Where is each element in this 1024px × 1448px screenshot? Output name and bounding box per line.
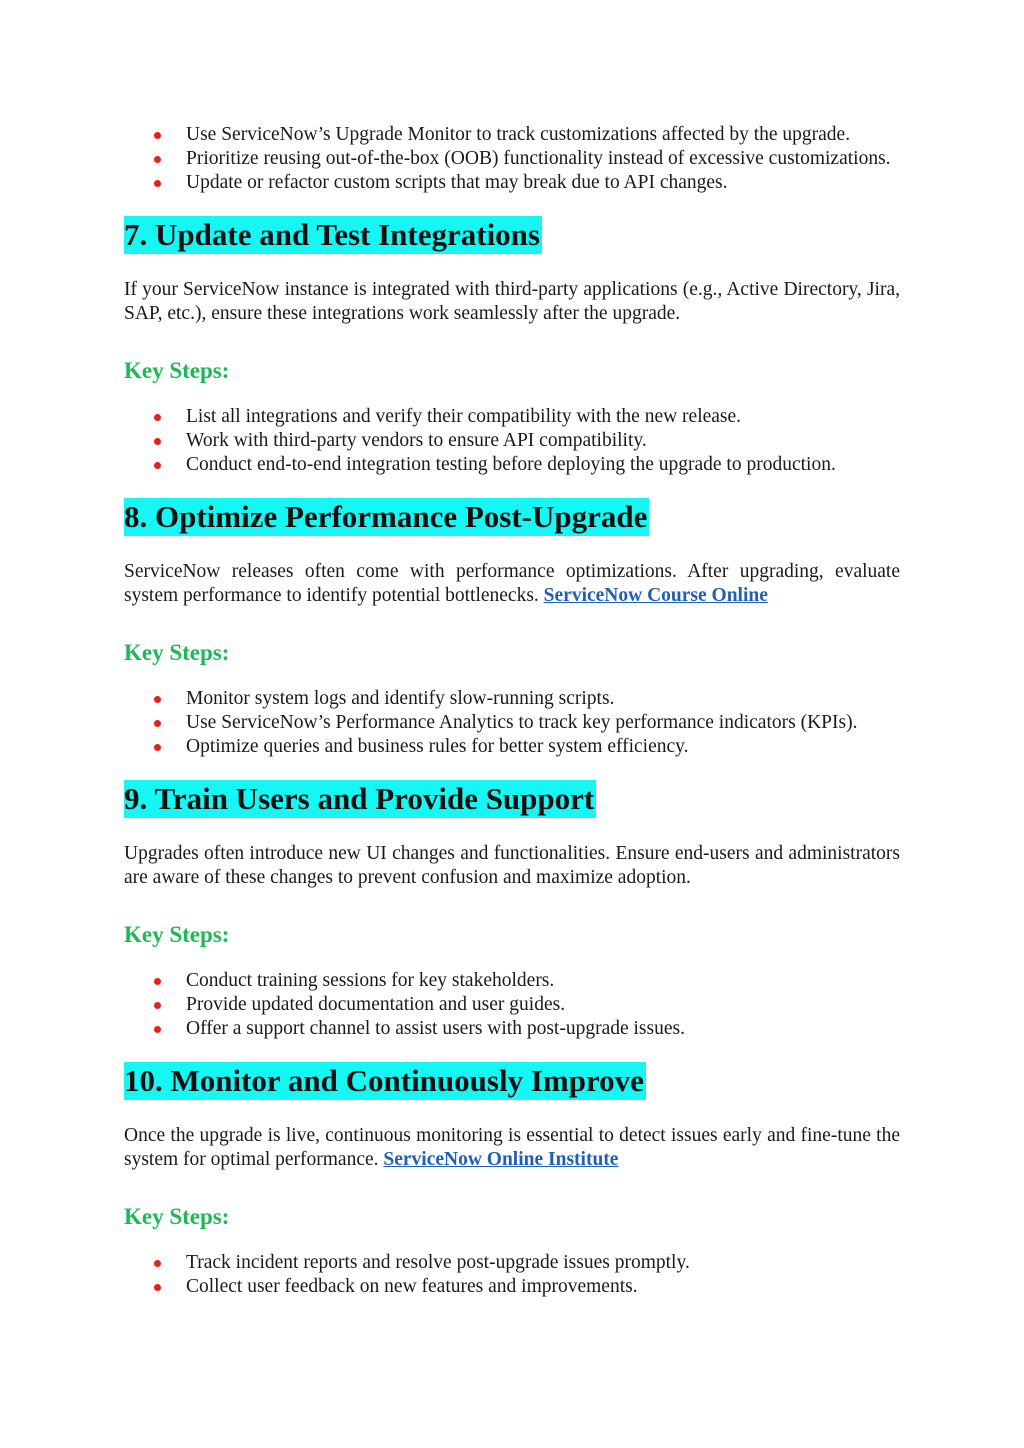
list-item: Optimize queries and business rules for better system efficiency. — [124, 735, 900, 759]
bullet-icon — [154, 156, 161, 163]
bullet-icon — [154, 180, 161, 187]
section-heading-7: 7. Update and Test Integrations — [124, 217, 540, 252]
list-item: Use ServiceNow’s Performance Analytics to track key performance indicators (KPIs). — [124, 711, 900, 735]
list-item: Monitor system logs and identify slow-running scripts. — [124, 687, 900, 711]
bullet-icon — [154, 414, 161, 421]
list-item: Offer a support channel to assist users with post-upgrade issues. — [124, 1017, 900, 1041]
list-item: Provide updated documentation and user guides. — [124, 993, 900, 1017]
list-item: Conduct training sessions for key stakeholders. — [124, 969, 900, 993]
list-item: Prioritize reusing out-of-the-box (OOB) functionality instead of excessive customizations. — [124, 147, 900, 171]
document-page — [124, 123, 900, 1299]
key-steps-label: Key Steps: — [124, 358, 230, 383]
key-steps-list — [124, 1251, 900, 1299]
key-steps-label: Key Steps: — [124, 922, 230, 947]
key-steps-label: Key Steps: — [124, 640, 230, 665]
section-heading-10: 10. Monitor and Continuously Improve — [124, 1063, 644, 1098]
bullet-icon — [154, 978, 161, 985]
list-item: Work with third-party vendors to ensure API compatibility. — [124, 429, 900, 453]
servicenow-online-institute-link[interactable]: ServiceNow Online Institute — [383, 1149, 619, 1170]
key-steps-label: Key Steps: — [124, 1204, 230, 1229]
key-steps-list — [124, 405, 900, 477]
section-heading-8: 8. Optimize Performance Post-Upgrade — [124, 499, 648, 534]
section-body-10: Once the upgrade is live, continuous monitoring is essential to detect issues early and fine-tune the system for optimal performance. ServiceNow Online Institute — [124, 1125, 900, 1170]
bullet-icon — [154, 132, 161, 139]
bullet-icon — [154, 1026, 161, 1033]
bullet-icon — [154, 1002, 161, 1009]
section-heading-9: 9. Train Users and Provide Support — [124, 781, 595, 816]
key-steps-list — [124, 687, 900, 759]
servicenow-course-online-link[interactable]: ServiceNow Course Online — [543, 585, 768, 606]
list-item: Use ServiceNow’s Upgrade Monitor to track customizations affected by the upgrade. — [124, 123, 900, 147]
key-steps-list — [124, 969, 900, 1041]
bullet-icon — [154, 1260, 161, 1267]
section-body-7: If your ServiceNow instance is integrated with third-party applications (e.g., Active Directory, Jira, SAP, etc.), ensure these integrations work seamlessly after the upgrade. — [124, 279, 900, 324]
bullet-icon — [154, 1284, 161, 1291]
section-body-8: ServiceNow releases often come with performance optimizations. After upgrading, evaluate system performance to identify potential bottlenecks. ServiceNow Course Online — [124, 561, 900, 606]
list-item: List all integrations and verify their compatibility with the new release. — [124, 405, 900, 429]
list-item: Update or refactor custom scripts that may break due to API changes. — [124, 171, 900, 195]
bullet-icon — [154, 720, 161, 727]
section-body-9: Upgrades often introduce new UI changes and functionalities. Ensure end-users and administrators are aware of these changes to prevent confusion and maximize adoption. — [124, 843, 900, 888]
intro-bullet-list — [124, 123, 900, 195]
list-item: Conduct end-to-end integration testing before deploying the upgrade to production. — [124, 453, 900, 477]
list-item: Track incident reports and resolve post-upgrade issues promptly. — [124, 1251, 900, 1275]
bullet-icon — [154, 438, 161, 445]
list-item: Collect user feedback on new features and improvements. — [124, 1275, 900, 1299]
bullet-icon — [154, 744, 161, 751]
bullet-icon — [154, 462, 161, 469]
bullet-icon — [154, 696, 161, 703]
